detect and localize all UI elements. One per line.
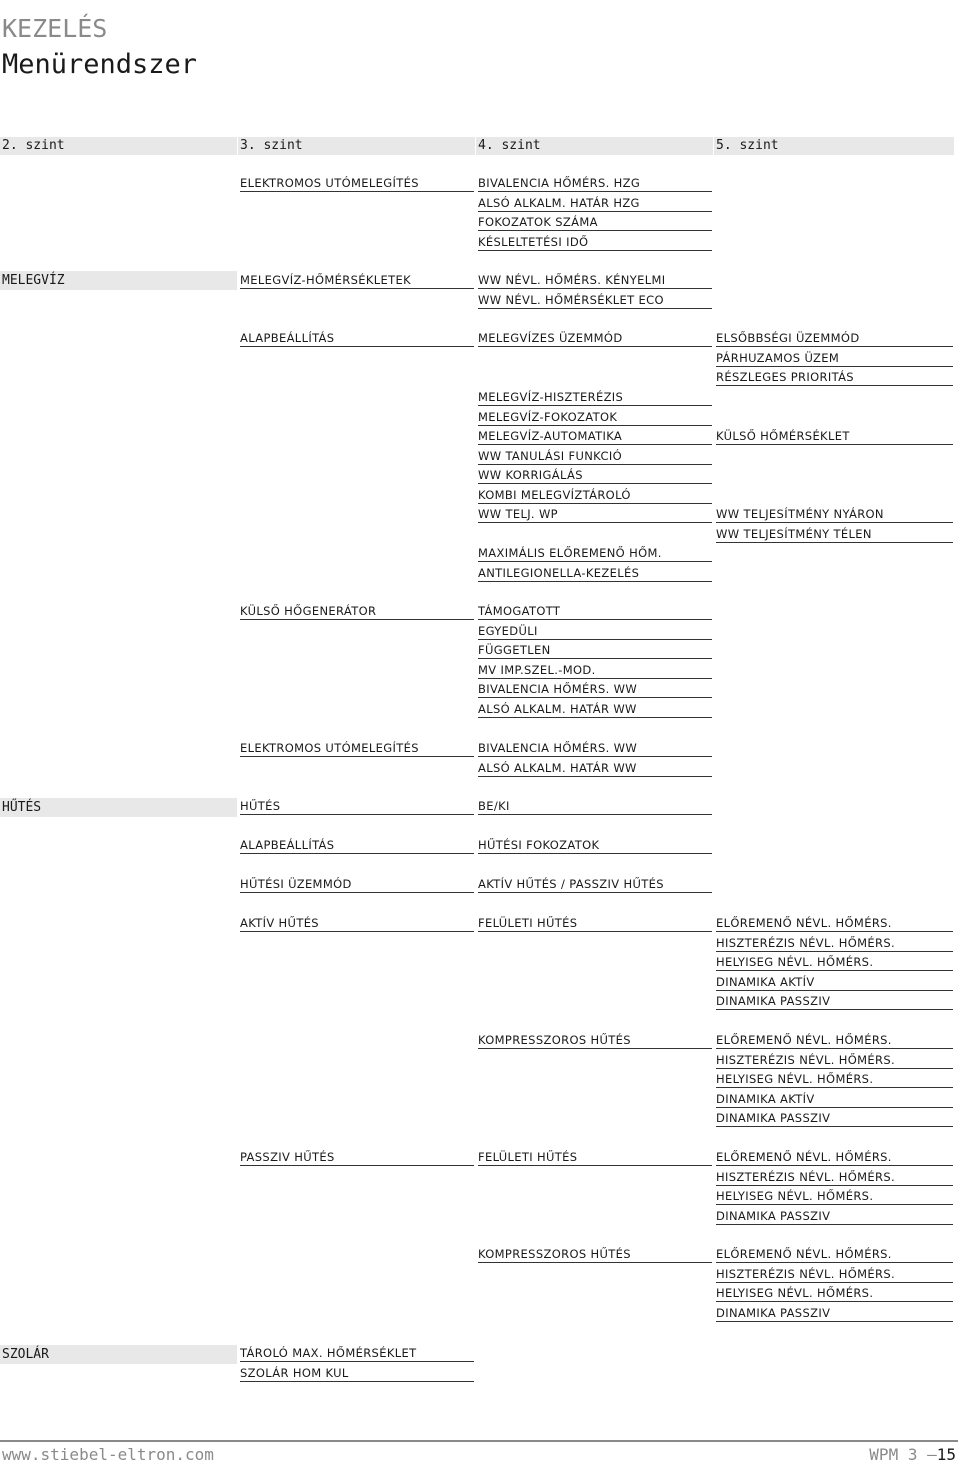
menu-option: ELŐREMENŐ NÉVL. HŐMÉRS. bbox=[716, 1033, 953, 1049]
menu-option: DINAMIKA PASSZIV bbox=[716, 1306, 953, 1322]
menu-subitem: MV IMP.SZEL.-MOD. bbox=[478, 663, 712, 679]
level-5-header: 5. szint bbox=[714, 137, 954, 155]
menu-option: DINAMIKA AKTÍV bbox=[716, 1092, 953, 1108]
menu-option: HISZTERÉZIS NÉVL. HŐMÉRS. bbox=[716, 936, 953, 952]
menu-option: ELŐREMENŐ NÉVL. HŐMÉRS. bbox=[716, 1247, 953, 1263]
section-melegviz: MELEGVÍZ bbox=[0, 271, 237, 290]
menu-subitem: FÜGGETLEN bbox=[478, 643, 712, 659]
menu-option: DINAMIKA AKTÍV bbox=[716, 975, 953, 991]
page-title: Menürendszer bbox=[2, 49, 198, 80]
menu-subitem: MELEGVÍZ-FOKOZATOK bbox=[478, 410, 712, 426]
menu-subitem: WW TANULÁSI FUNKCIÓ bbox=[478, 449, 712, 465]
menu-option: HELYISEG NÉVL. HŐMÉRS. bbox=[716, 1189, 953, 1205]
menu-subitem-be-ki: BE/KI bbox=[478, 799, 712, 815]
menu-item-melegviz-homersekletek: MELEGVÍZ-HŐMÉRSÉKLETEK bbox=[240, 273, 474, 289]
menu-item-szolar: SZOLÁR HOM KUL bbox=[240, 1366, 474, 1382]
menu-subitem: BIVALENCIA HŐMÉRS. WW bbox=[478, 682, 712, 698]
menu-subitem-aktiv-passziv: AKTÍV HŰTÉS / PASSZIV HŰTÉS bbox=[478, 877, 712, 893]
menu-item-passziv-hutes: PASSZIV HŰTÉS bbox=[240, 1150, 474, 1166]
menu-subitem: ANTILEGIONELLA-KEZELÉS bbox=[478, 566, 712, 582]
menu-subitem-feluleti-hutes: FELÜLETI HŰTÉS bbox=[478, 916, 712, 932]
menu-option: HELYISEG NÉVL. HŐMÉRS. bbox=[716, 955, 953, 971]
menu-item-elektromos-utomelegites-2: ELEKTROMOS UTÓMELEGÍTÉS bbox=[240, 741, 474, 757]
menu-subitem: WW KORRIGÁLÁS bbox=[478, 468, 712, 484]
menu-option: DINAMIKA PASSZIV bbox=[716, 994, 953, 1010]
menu-item-aktiv-hutes: AKTÍV HŰTÉS bbox=[240, 916, 474, 932]
menu-subitem: MELEGVÍZ-AUTOMATIKA bbox=[478, 429, 712, 445]
menu-option: HISZTERÉZIS NÉVL. HŐMÉRS. bbox=[716, 1267, 953, 1283]
footer-divider bbox=[0, 1440, 958, 1442]
menu-subitem-melegvizes-uzemmod: MELEGVÍZES ÜZEMMÓD bbox=[478, 331, 712, 347]
menu-option: ELŐREMENŐ NÉVL. HŐMÉRS. bbox=[716, 916, 953, 932]
menu-subitem-hutesi-fokozatok: HŰTÉSI FOKOZATOK bbox=[478, 838, 712, 854]
menu-subitem-kompresszoros-hutes: KOMPRESSZOROS HŰTÉS bbox=[478, 1247, 712, 1263]
menu-option-kulso-homerseklet: KÜLSŐ HŐMÉRSÉKLET bbox=[716, 429, 953, 445]
menu-subitem-feluleti-hutes: FELÜLETI HŰTÉS bbox=[478, 1150, 712, 1166]
menu-item-szolar: TÁROLÓ MAX. HŐMÉRSÉKLET bbox=[240, 1346, 474, 1362]
menu-subitem: ALSÓ ALKALM. HATÁR HZG bbox=[478, 196, 712, 212]
menu-item-hutes-alapbeallitas: ALAPBEÁLLÍTÁS bbox=[240, 838, 474, 854]
menu-subitem: EGYEDÜLI bbox=[478, 624, 712, 640]
menu-option: DINAMIKA PASSZIV bbox=[716, 1209, 953, 1225]
menu-item-hutesi-uzemmod: HŰTÉSI ÜZEMMÓD bbox=[240, 877, 474, 893]
section-heading: KEZELÉS bbox=[2, 14, 108, 43]
menu-option: HELYISEG NÉVL. HŐMÉRS. bbox=[716, 1286, 953, 1302]
section-szolar: SZOLÁR bbox=[0, 1345, 237, 1364]
menu-option: ELSŐBBSÉGI ÜZEMMÓD bbox=[716, 331, 953, 347]
menu-subitem: KÉSLELTETÉSI IDŐ bbox=[478, 235, 712, 251]
page-number: 15 bbox=[936, 1445, 956, 1464]
level-2-header: 2. szint bbox=[0, 137, 237, 155]
menu-option: HISZTERÉZIS NÉVL. HŐMÉRS. bbox=[716, 1170, 953, 1186]
menu-option: HELYISEG NÉVL. HŐMÉRS. bbox=[716, 1072, 953, 1088]
menu-option: PÁRHUZAMOS ÜZEM bbox=[716, 351, 953, 367]
menu-subitem: ALSÓ ALKALM. HATÁR WW bbox=[478, 761, 712, 777]
menu-subitem: BIVALENCIA HŐMÉRS. WW bbox=[478, 741, 712, 757]
section-hutes: HŰTÉS bbox=[0, 798, 237, 817]
menu-option: DINAMIKA PASSZIV bbox=[716, 1111, 953, 1127]
menu-subitem: TÁMOGATOTT bbox=[478, 604, 712, 620]
menu-option: WW TELJESÍTMÉNY NYÁRON bbox=[716, 507, 953, 523]
level-4-header: 4. szint bbox=[476, 137, 713, 155]
menu-option: ELŐREMENŐ NÉVL. HŐMÉRS. bbox=[716, 1150, 953, 1166]
menu-subitem: WW NÉVL. HŐMÉRS. KÉNYELMI bbox=[478, 273, 712, 289]
menu-option: HISZTERÉZIS NÉVL. HŐMÉRS. bbox=[716, 1053, 953, 1069]
menu-subitem: WW TELJ. WP bbox=[478, 507, 712, 523]
footer-product: WPM 3 – bbox=[869, 1445, 937, 1464]
menu-option: WW TELJESÍTMÉNY TÉLEN bbox=[716, 527, 953, 543]
footer-page-number bbox=[869, 1445, 956, 1465]
menu-item-elektromos-utomelegites: ELEKTROMOS UTÓMELEGÍTÉS bbox=[240, 176, 474, 192]
menu-subitem: ALSÓ ALKALM. HATÁR WW bbox=[478, 702, 712, 718]
menu-subitem: MELEGVÍZ-HISZTERÉZIS bbox=[478, 390, 712, 406]
menu-subitem: KOMBI MELEGVÍZTÁROLÓ bbox=[478, 488, 712, 504]
menu-item-kulso-hogenerator: KÜLSŐ HŐGENERÁTOR bbox=[240, 604, 474, 620]
menu-item-hutes: HŰTÉS bbox=[240, 799, 474, 815]
menu-item-alapbeallitas: ALAPBEÁLLÍTÁS bbox=[240, 331, 474, 347]
menu-option: RÉSZLEGES PRIORITÁS bbox=[716, 370, 953, 386]
menu-subitem: FOKOZATOK SZÁMA bbox=[478, 215, 712, 231]
menu-subitem: MAXIMÁLIS ELŐREMENŐ HŐM. bbox=[478, 546, 712, 562]
level-3-header: 3. szint bbox=[238, 137, 475, 155]
menu-subitem: BIVALENCIA HŐMÉRS. HZG bbox=[478, 176, 712, 192]
menu-subitem: WW NÉVL. HŐMÉRSÉKLET ECO bbox=[478, 293, 712, 309]
footer-url: www.stiebel-eltron.com bbox=[2, 1445, 214, 1464]
menu-subitem-kompresszoros-hutes: KOMPRESSZOROS HŰTÉS bbox=[478, 1033, 712, 1049]
